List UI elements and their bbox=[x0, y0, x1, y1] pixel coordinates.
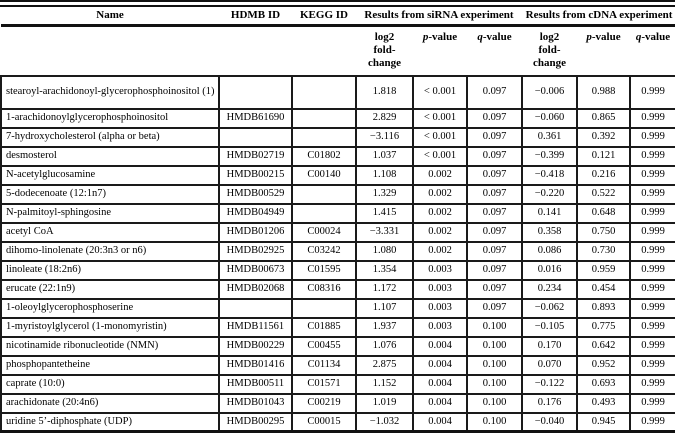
cell-cdna-p: 0.775 bbox=[577, 318, 630, 337]
cell-cdna-p: 0.522 bbox=[577, 185, 630, 204]
cell-sirna-p: 0.004 bbox=[413, 375, 467, 394]
cell-sirna-q: 0.097 bbox=[467, 147, 522, 166]
cell-cdna-p: 0.693 bbox=[577, 375, 630, 394]
cell-sirna-p: 0.003 bbox=[413, 280, 467, 299]
cell-kegg: C00219 bbox=[292, 394, 356, 413]
cell-name: dihomo-linolenate (20:3n3 or n6) bbox=[1, 242, 219, 261]
cell-name: 7-hydroxycholesterol (alpha or beta) bbox=[1, 128, 219, 147]
subheader-line: fold- bbox=[373, 44, 396, 57]
cell-cdna-q: 0.999 bbox=[630, 128, 675, 147]
subheader-sirna-p-value bbox=[413, 26, 467, 76]
cell-sirna-p: 0.003 bbox=[413, 318, 467, 337]
cell-sirna-p: 0.004 bbox=[413, 337, 467, 356]
cell-cdna-log2: 0.358 bbox=[522, 223, 577, 242]
cell-sirna-log2: 1.108 bbox=[356, 166, 413, 185]
column-header-kegg-id: KEGG ID bbox=[292, 7, 356, 26]
cell-cdna-p: 0.648 bbox=[577, 204, 630, 223]
table-row bbox=[1, 299, 675, 318]
column-header-name: Name bbox=[1, 7, 219, 26]
q-letter: q bbox=[635, 31, 642, 43]
cell-cdna-p: 0.945 bbox=[577, 413, 630, 432]
cell-sirna-q: 0.100 bbox=[467, 413, 522, 432]
cell-hdmb: HMDB02925 bbox=[219, 242, 292, 261]
cell-kegg: C01595 bbox=[292, 261, 356, 280]
cell-cdna-log2: 0.070 bbox=[522, 356, 577, 375]
cell-cdna-log2: −0.399 bbox=[522, 147, 577, 166]
cell-sirna-p: 0.002 bbox=[413, 242, 467, 261]
table-row bbox=[1, 394, 675, 413]
cell-sirna-p: 0.002 bbox=[413, 166, 467, 185]
table-row bbox=[1, 413, 675, 432]
cell-name: stearoyl-arachidonoyl-glycerophosphoinositol (1) bbox=[1, 76, 219, 109]
cell-sirna-log2: 1.080 bbox=[356, 242, 413, 261]
cell-hdmb: HMDB04949 bbox=[219, 204, 292, 223]
value-suffix: -value bbox=[591, 31, 621, 43]
cell-cdna-log2: −0.418 bbox=[522, 166, 577, 185]
cell-kegg: C00015 bbox=[292, 413, 356, 432]
value-suffix: -value bbox=[428, 31, 458, 43]
cell-cdna-q: 0.999 bbox=[630, 204, 675, 223]
cell-cdna-log2: −0.040 bbox=[522, 413, 577, 432]
cell-sirna-p: 0.003 bbox=[413, 299, 467, 318]
cell-sirna-q: 0.097 bbox=[467, 261, 522, 280]
cell-cdna-p: 0.988 bbox=[577, 76, 630, 109]
cell-sirna-q: 0.097 bbox=[467, 280, 522, 299]
cell-hdmb: HMDB00215 bbox=[219, 166, 292, 185]
p-letter: p bbox=[422, 31, 429, 43]
cell-hdmb: HMDB01416 bbox=[219, 356, 292, 375]
cell-kegg bbox=[292, 76, 356, 109]
cell-sirna-q: 0.097 bbox=[467, 223, 522, 242]
cell-sirna-q: 0.097 bbox=[467, 185, 522, 204]
subheader-line: log2 bbox=[374, 31, 395, 43]
cell-cdna-p: 0.121 bbox=[577, 147, 630, 166]
cell-cdna-log2: −0.122 bbox=[522, 375, 577, 394]
cell-name: caprate (10:0) bbox=[1, 375, 219, 394]
cell-kegg bbox=[292, 128, 356, 147]
subheader-spacer-hdmb bbox=[219, 26, 292, 76]
cell-sirna-log2: 1.172 bbox=[356, 280, 413, 299]
cell-hdmb: HMDB11561 bbox=[219, 318, 292, 337]
cell-cdna-q: 0.999 bbox=[630, 185, 675, 204]
cell-hdmb: HMDB02068 bbox=[219, 280, 292, 299]
cell-cdna-q: 0.999 bbox=[630, 280, 675, 299]
cell-cdna-q: 0.999 bbox=[630, 261, 675, 280]
cell-sirna-log2: 1.937 bbox=[356, 318, 413, 337]
cell-sirna-log2: −3.331 bbox=[356, 223, 413, 242]
subheader-line: log2 bbox=[539, 31, 560, 43]
cell-hdmb bbox=[219, 299, 292, 318]
cell-cdna-q: 0.999 bbox=[630, 413, 675, 432]
cell-sirna-q: 0.097 bbox=[467, 76, 522, 109]
value-suffix: -value bbox=[641, 31, 671, 43]
cell-cdna-p: 0.959 bbox=[577, 261, 630, 280]
cell-cdna-log2: −0.062 bbox=[522, 299, 577, 318]
cell-kegg: C01571 bbox=[292, 375, 356, 394]
group-header-cdna-experiment: Results from cDNA experiment bbox=[522, 7, 675, 26]
cell-sirna-p: 0.004 bbox=[413, 394, 467, 413]
cell-kegg: C01802 bbox=[292, 147, 356, 166]
cell-cdna-log2: −0.006 bbox=[522, 76, 577, 109]
cell-sirna-log2: 1.152 bbox=[356, 375, 413, 394]
cell-sirna-log2: −1.032 bbox=[356, 413, 413, 432]
cell-kegg bbox=[292, 299, 356, 318]
cell-sirna-q: 0.097 bbox=[467, 204, 522, 223]
cell-sirna-log2: 1.019 bbox=[356, 394, 413, 413]
cell-name: 1-myristoylglycerol (1-monomyristin) bbox=[1, 318, 219, 337]
cell-cdna-q: 0.999 bbox=[630, 394, 675, 413]
cell-cdna-log2: 0.176 bbox=[522, 394, 577, 413]
cell-sirna-log2: 1.354 bbox=[356, 261, 413, 280]
cell-name: N-palmitoyl-sphingosine bbox=[1, 204, 219, 223]
cell-cdna-q: 0.999 bbox=[630, 356, 675, 375]
cell-cdna-log2: 0.361 bbox=[522, 128, 577, 147]
cell-sirna-log2: 1.329 bbox=[356, 185, 413, 204]
table-row bbox=[1, 76, 675, 109]
cell-sirna-p: < 0.001 bbox=[413, 147, 467, 166]
table-row bbox=[1, 356, 675, 375]
cell-name: 5-dodecenoate (12:1n7) bbox=[1, 185, 219, 204]
cell-kegg: C01134 bbox=[292, 356, 356, 375]
cell-hdmb: HMDB02719 bbox=[219, 147, 292, 166]
table-row bbox=[1, 147, 675, 166]
subheader-cdna-q-value bbox=[630, 26, 675, 76]
cell-sirna-q: 0.097 bbox=[467, 128, 522, 147]
column-header-hdmb-id: HDMB ID bbox=[219, 7, 292, 26]
cell-sirna-p: 0.002 bbox=[413, 185, 467, 204]
subheader-sirna-q-value bbox=[467, 26, 522, 76]
cell-cdna-q: 0.999 bbox=[630, 109, 675, 128]
cell-sirna-q: 0.100 bbox=[467, 375, 522, 394]
cell-hdmb: HMDB61690 bbox=[219, 109, 292, 128]
cell-cdna-log2: 0.016 bbox=[522, 261, 577, 280]
cell-hdmb: HMDB00511 bbox=[219, 375, 292, 394]
cell-hdmb bbox=[219, 76, 292, 109]
cell-sirna-p: < 0.001 bbox=[413, 76, 467, 109]
cell-hdmb: HMDB00295 bbox=[219, 413, 292, 432]
cell-sirna-log2: 1.076 bbox=[356, 337, 413, 356]
group-header-sirna-experiment: Results from siRNA experiment bbox=[356, 7, 522, 26]
cell-hdmb: HMDB00229 bbox=[219, 337, 292, 356]
cell-name: N-acetylglucosamine bbox=[1, 166, 219, 185]
cell-cdna-q: 0.999 bbox=[630, 147, 675, 166]
table-row bbox=[1, 242, 675, 261]
cell-sirna-p: 0.003 bbox=[413, 261, 467, 280]
cell-sirna-p: 0.004 bbox=[413, 413, 467, 432]
cell-hdmb: HMDB01043 bbox=[219, 394, 292, 413]
metabolite-results-table bbox=[0, 7, 675, 433]
cell-cdna-log2: 0.141 bbox=[522, 204, 577, 223]
cell-cdna-log2: −0.105 bbox=[522, 318, 577, 337]
subheader-line: fold- bbox=[538, 44, 561, 57]
table-body bbox=[1, 76, 675, 432]
cell-sirna-q: 0.097 bbox=[467, 109, 522, 128]
cell-sirna-q: 0.097 bbox=[467, 299, 522, 318]
cell-cdna-q: 0.999 bbox=[630, 166, 675, 185]
table-row bbox=[1, 185, 675, 204]
cell-cdna-q: 0.999 bbox=[630, 76, 675, 109]
cell-cdna-q: 0.999 bbox=[630, 375, 675, 394]
cell-cdna-q: 0.999 bbox=[630, 318, 675, 337]
table-row bbox=[1, 204, 675, 223]
value-suffix: -value bbox=[482, 31, 512, 43]
cell-sirna-q: 0.100 bbox=[467, 356, 522, 375]
cell-cdna-log2: −0.220 bbox=[522, 185, 577, 204]
cell-sirna-p: 0.004 bbox=[413, 356, 467, 375]
table-row bbox=[1, 375, 675, 394]
cell-hdmb bbox=[219, 128, 292, 147]
subheader-cdna-p-value bbox=[577, 26, 630, 76]
cell-sirna-log2: 1.037 bbox=[356, 147, 413, 166]
cell-cdna-log2: 0.234 bbox=[522, 280, 577, 299]
cell-kegg: C00140 bbox=[292, 166, 356, 185]
cell-sirna-q: 0.100 bbox=[467, 394, 522, 413]
cell-cdna-log2: −0.060 bbox=[522, 109, 577, 128]
cell-kegg: C08316 bbox=[292, 280, 356, 299]
cell-name: linoleate (18:2n6) bbox=[1, 261, 219, 280]
table-row bbox=[1, 337, 675, 356]
cell-cdna-q: 0.999 bbox=[630, 223, 675, 242]
cell-kegg: C03242 bbox=[292, 242, 356, 261]
cell-kegg: C00455 bbox=[292, 337, 356, 356]
subheader-line: change bbox=[533, 57, 566, 70]
table-row bbox=[1, 166, 675, 185]
cell-sirna-q: 0.097 bbox=[467, 242, 522, 261]
cell-cdna-p: 0.952 bbox=[577, 356, 630, 375]
cell-cdna-p: 0.493 bbox=[577, 394, 630, 413]
cell-sirna-log2: 1.818 bbox=[356, 76, 413, 109]
table-row bbox=[1, 261, 675, 280]
cell-name: nicotinamide ribonucleotide (NMN) bbox=[1, 337, 219, 356]
cell-cdna-log2: 0.170 bbox=[522, 337, 577, 356]
cell-cdna-log2: 0.086 bbox=[522, 242, 577, 261]
cell-cdna-q: 0.999 bbox=[630, 337, 675, 356]
cell-name: desmosterol bbox=[1, 147, 219, 166]
cell-cdna-q: 0.999 bbox=[630, 242, 675, 261]
q-letter: q bbox=[477, 31, 483, 43]
cell-sirna-log2: 1.107 bbox=[356, 299, 413, 318]
cell-hdmb: HMDB01206 bbox=[219, 223, 292, 242]
table-row bbox=[1, 280, 675, 299]
cell-name: 1-oleoylglycerophosphoserine bbox=[1, 299, 219, 318]
cell-cdna-p: 0.750 bbox=[577, 223, 630, 242]
cell-hdmb: HMDB00529 bbox=[219, 185, 292, 204]
subheader-cdna-log2-fold-change bbox=[522, 26, 577, 76]
table-row bbox=[1, 109, 675, 128]
cell-cdna-p: 0.454 bbox=[577, 280, 630, 299]
cell-sirna-log2: 2.875 bbox=[356, 356, 413, 375]
table-row bbox=[1, 318, 675, 337]
cell-name: acetyl CoA bbox=[1, 223, 219, 242]
cell-cdna-p: 0.730 bbox=[577, 242, 630, 261]
p-letter: p bbox=[586, 31, 592, 43]
cell-sirna-log2: 1.415 bbox=[356, 204, 413, 223]
subheader-spacer-kegg bbox=[292, 26, 356, 76]
cell-sirna-q: 0.097 bbox=[467, 166, 522, 185]
cell-hdmb: HMDB00673 bbox=[219, 261, 292, 280]
table-row bbox=[1, 223, 675, 242]
cell-cdna-p: 0.893 bbox=[577, 299, 630, 318]
cell-name: 1-arachidonoylglycerophosphoinositol bbox=[1, 109, 219, 128]
cell-sirna-q: 0.100 bbox=[467, 337, 522, 356]
subheader-sirna-log2-fold-change bbox=[356, 26, 413, 76]
cell-kegg bbox=[292, 204, 356, 223]
cell-kegg: C00024 bbox=[292, 223, 356, 242]
subheader-line: change bbox=[368, 57, 401, 70]
table-subheader-row bbox=[1, 26, 675, 76]
cell-sirna-p: 0.002 bbox=[413, 204, 467, 223]
cell-kegg bbox=[292, 109, 356, 128]
cell-kegg: C01885 bbox=[292, 318, 356, 337]
cell-cdna-p: 0.865 bbox=[577, 109, 630, 128]
cell-kegg bbox=[292, 185, 356, 204]
cell-name: uridine 5’-diphosphate (UDP) bbox=[1, 413, 219, 432]
table-row bbox=[1, 128, 675, 147]
cell-name: phosphopantetheine bbox=[1, 356, 219, 375]
cell-name: arachidonate (20:4n6) bbox=[1, 394, 219, 413]
cell-sirna-p: < 0.001 bbox=[413, 109, 467, 128]
cell-sirna-log2: 2.829 bbox=[356, 109, 413, 128]
cell-cdna-q: 0.999 bbox=[630, 299, 675, 318]
cell-cdna-p: 0.642 bbox=[577, 337, 630, 356]
cell-sirna-p: 0.002 bbox=[413, 223, 467, 242]
cell-sirna-p: < 0.001 bbox=[413, 128, 467, 147]
cell-sirna-q: 0.100 bbox=[467, 318, 522, 337]
cell-cdna-p: 0.216 bbox=[577, 166, 630, 185]
cell-sirna-log2: −3.116 bbox=[356, 128, 413, 147]
table-header-row bbox=[1, 7, 675, 26]
subheader-spacer-name bbox=[1, 26, 219, 76]
cell-name: erucate (22:1n9) bbox=[1, 280, 219, 299]
cell-cdna-p: 0.392 bbox=[577, 128, 630, 147]
